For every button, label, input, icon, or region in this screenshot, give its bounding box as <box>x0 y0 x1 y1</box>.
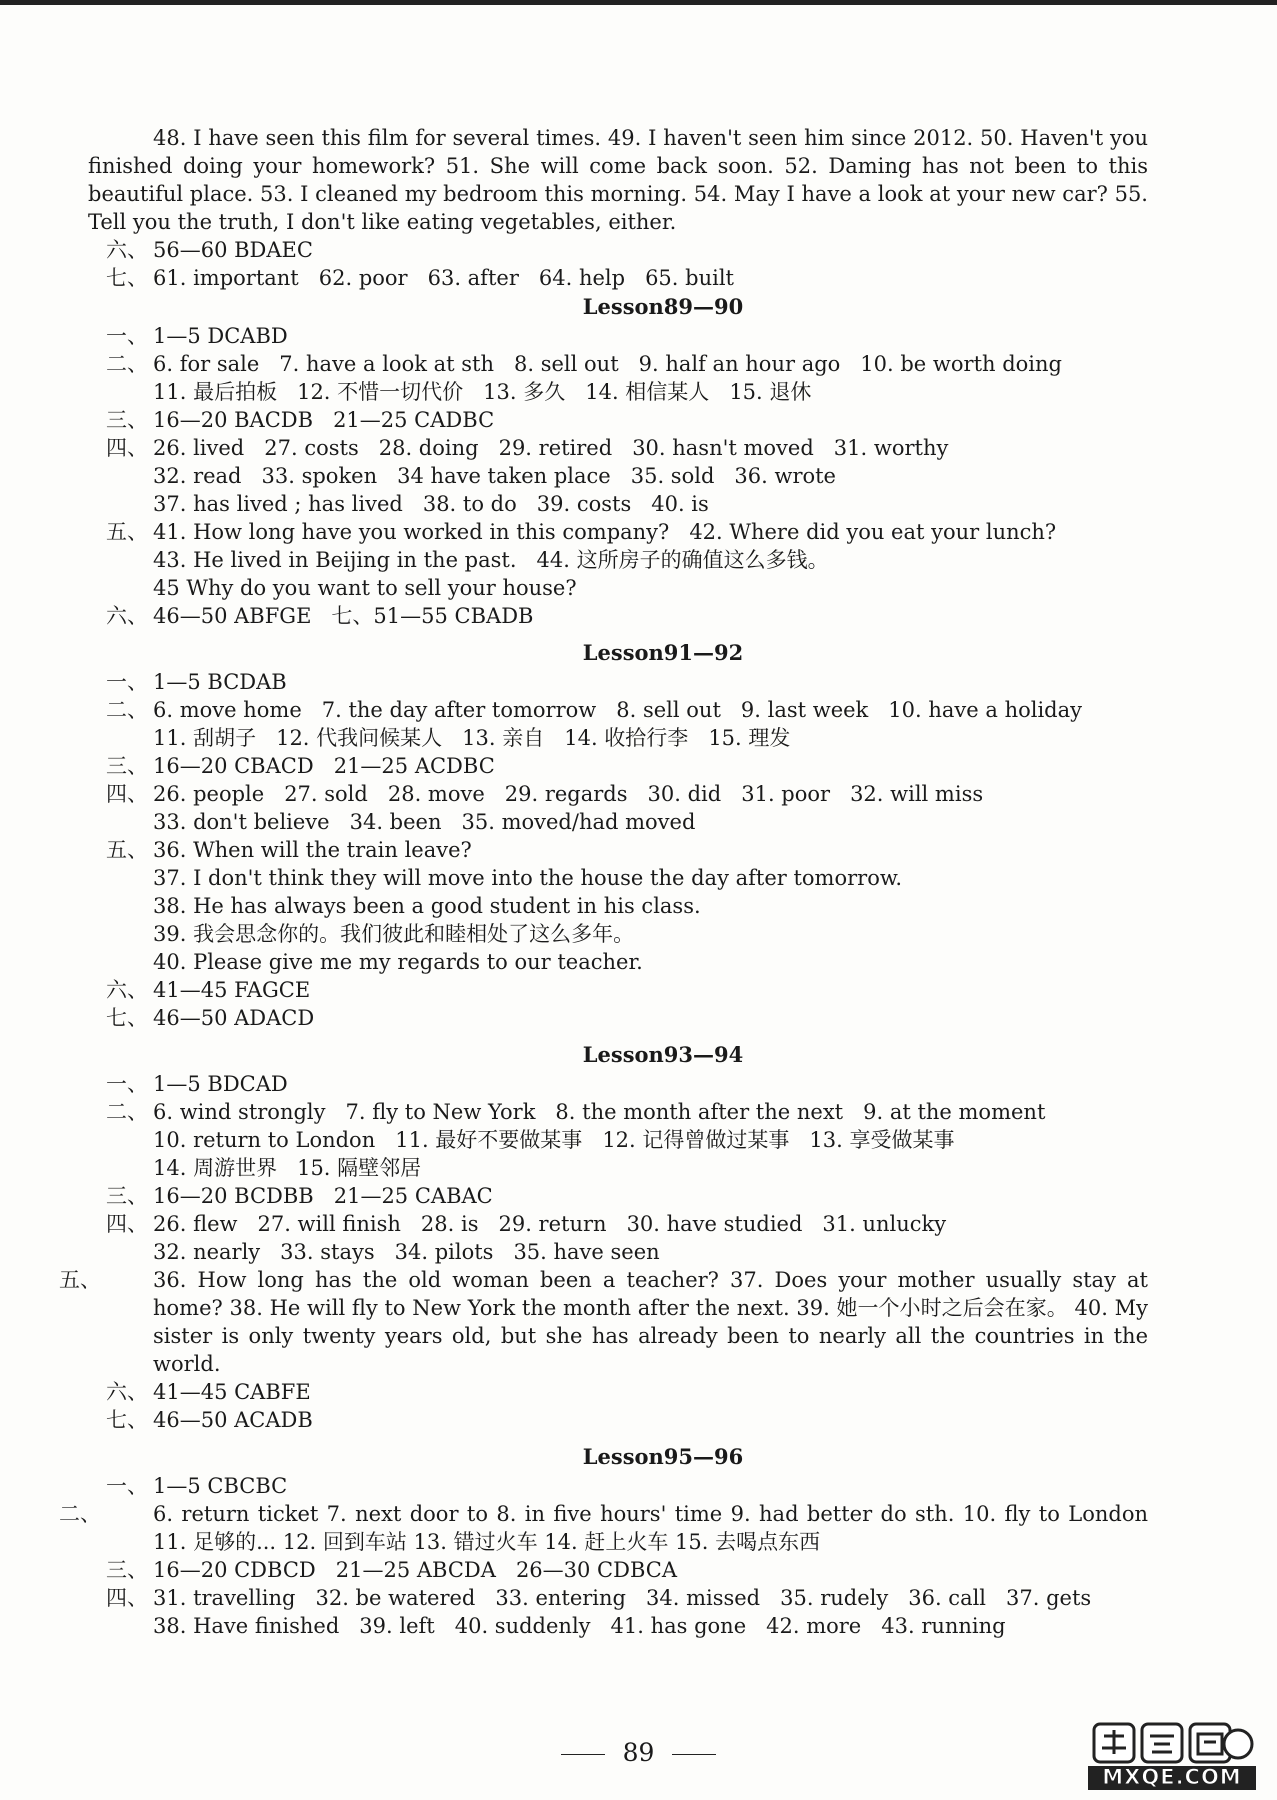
answer-item: 1—5 BCDAB <box>153 670 287 694</box>
answer-item: 35. rudely <box>780 1586 889 1610</box>
answer-line <box>88 1098 1148 1126</box>
answer-item: 40. is <box>651 492 709 516</box>
answer-item: 13. 亲自 <box>462 726 545 750</box>
section-label: 二、 <box>59 1502 101 1526</box>
answer-item: 26. lived <box>153 436 245 460</box>
answer-line <box>88 696 1148 724</box>
answer-item: 8. sell out <box>616 698 721 722</box>
answer-item: 15. 隔壁邻居 <box>297 1156 422 1180</box>
answer-item: 11. 刮胡子 <box>153 726 257 750</box>
page-number: 89 <box>622 1738 655 1767</box>
answer-line <box>88 1182 1148 1210</box>
lesson-title: Lesson91—92 <box>582 640 744 665</box>
answer-item: 1—5 DCABD <box>153 324 288 348</box>
answer-item: 39. costs <box>536 492 632 516</box>
answer-line <box>88 1406 1148 1434</box>
answer-line <box>88 378 1148 406</box>
answer-item: 34. pilots <box>394 1240 494 1264</box>
section-label: 五、 <box>59 1268 101 1292</box>
answer-item: 39. left <box>359 1614 435 1638</box>
lesson-title: Lesson89—90 <box>582 294 744 319</box>
answer-item: 38. to do <box>422 492 517 516</box>
section-label: 四、 <box>106 782 148 806</box>
answer-item: 63. after <box>427 266 519 290</box>
answer-line <box>88 434 1148 462</box>
section-label: 三、 <box>106 408 148 432</box>
answer-item: 27. will finish <box>257 1212 401 1236</box>
answer-item: 37. I don't think they will move into the house the day after tomorrow. <box>153 866 902 890</box>
answer-item: 28. doing <box>378 436 479 460</box>
answer-line <box>88 752 1148 780</box>
answer-item: 9. last week <box>740 698 869 722</box>
answer-line <box>88 724 1148 752</box>
top-border <box>0 0 1277 5</box>
answer-item: 33. spoken <box>261 464 378 488</box>
answer-item: 15. 退休 <box>729 380 812 404</box>
answer-item: 39. 我会思念你的。我们彼此和睦相处了这么多年。 <box>153 922 635 946</box>
answer-item: 27. sold <box>284 782 368 806</box>
answer-line <box>88 920 1148 948</box>
answer-item: 38. He has always been a good student in his class. <box>153 894 701 918</box>
answer-item: 36. call <box>908 1586 987 1610</box>
answer-item: 21—25 ABCDA <box>335 1558 496 1582</box>
answer-item: 46—50 ABFGE <box>153 604 312 628</box>
section-label: 一、 <box>106 1072 148 1096</box>
answer-item: 6. for sale <box>153 352 260 376</box>
intro-paragraph: 48. I have seen this film for several times. 49. I haven't seen him since 2012. 50. Haven't you finished doing your homework? 51. She will come back soon. 52. Daming has not been to this beautiful place. 53. I cleaned my bedroom this morning. 54. May I have a look at your new car? 55. Tell you the truth, I don't like eating vegetables, either. <box>88 126 1148 234</box>
answer-item: 8. the month after the next <box>555 1100 844 1124</box>
answer-item: 34. been <box>349 810 442 834</box>
answer-line <box>88 406 1148 434</box>
lesson-title: Lesson93—94 <box>582 1042 744 1067</box>
answer-line <box>88 1154 1148 1182</box>
answer-item: 42. Where did you eat your lunch? <box>689 520 1057 544</box>
answer-item: 29. regards <box>504 782 628 806</box>
answer-item: 30. hasn't moved <box>632 436 814 460</box>
answer-item: 14. 收拾行李 <box>564 726 689 750</box>
answer-item: 37. has lived ; has lived <box>153 492 403 516</box>
answer-item: 32. be watered <box>315 1586 476 1610</box>
answer-item: 12. 不惜一切代价 <box>297 380 464 404</box>
section-label: 二、 <box>106 352 148 376</box>
answer-line <box>88 574 1148 602</box>
answer-item: 16—20 CDBCD <box>153 1558 316 1582</box>
answer-item: 43. running <box>881 1614 1006 1638</box>
answer-item: 21—25 CABAC <box>333 1184 493 1208</box>
answer-item: 28. move <box>387 782 485 806</box>
section-label: 二、 <box>106 698 148 722</box>
answer-item: 10. return to London <box>153 1128 376 1152</box>
answer-line <box>88 490 1148 518</box>
answer-item: 34 have taken place <box>397 464 611 488</box>
answer-line <box>88 518 1148 546</box>
answer-item: 28. is <box>420 1212 479 1236</box>
answer-item: 44. 这所房子的确值这么多钱。 <box>536 548 829 572</box>
answer-page <box>59 124 1148 1640</box>
section-label: 三、 <box>106 754 148 778</box>
answer-line <box>88 948 1148 976</box>
lesson-title: Lesson95—96 <box>582 1444 744 1469</box>
answer-item: 6. wind strongly <box>153 1100 326 1124</box>
answer-item: 37. gets <box>1006 1586 1092 1610</box>
answer-item: 26—30 CDBCA <box>515 1558 678 1582</box>
section-label: 三、 <box>106 1558 148 1582</box>
answer-item: 1—5 CBCBC <box>153 1474 288 1498</box>
answer-item: 30. did <box>647 782 722 806</box>
answer-item: 33. stays <box>280 1240 375 1264</box>
footer-dash-right <box>672 1754 716 1756</box>
answer-item: 9. half an hour ago <box>638 352 841 376</box>
answer-line <box>88 602 1148 630</box>
answer-item: 10. be worth doing <box>860 352 1062 376</box>
answer-item: 7. have a look at sth <box>279 352 494 376</box>
answer-item: 32. nearly <box>153 1240 261 1264</box>
answer-line <box>88 462 1148 490</box>
answer-item: 26. flew <box>153 1212 238 1236</box>
answer-line <box>88 836 1148 864</box>
lessons-container <box>59 292 1148 1640</box>
answer-item: 8. sell out <box>514 352 619 376</box>
section-label: 三、 <box>106 1184 148 1208</box>
section-label: 二、 <box>106 1100 148 1124</box>
answer-paragraph <box>59 1266 1148 1378</box>
answer-line <box>88 1472 1148 1500</box>
section-label: 一、 <box>106 324 148 348</box>
answer-item: 45 Why do you want to sell your house? <box>153 576 577 600</box>
answer-line <box>88 1004 1148 1032</box>
answer-item: 43. He lived in Beijing in the past. <box>153 548 517 572</box>
section-label: 五、 <box>106 520 148 544</box>
answer-item: 32. will miss <box>850 782 984 806</box>
section-label: 六、 <box>106 604 148 628</box>
answer-line <box>88 1238 1148 1266</box>
answer-item: 7. fly to New York <box>345 1100 536 1124</box>
answer-item: 16—20 BACDB <box>153 408 314 432</box>
answer-item: 61. important <box>153 266 299 290</box>
answer-item: 42. more <box>766 1614 862 1638</box>
answer-item: 36. When will the train leave? <box>153 838 472 862</box>
section-label: 一、 <box>106 670 148 694</box>
section-label: 四、 <box>106 1586 148 1610</box>
answer-line <box>88 1612 1148 1640</box>
answer-item: 62. poor <box>318 266 408 290</box>
answer-line <box>88 1070 1148 1098</box>
watermark-domain: MXQE.COM <box>1102 1765 1242 1789</box>
answer-item: 10. have a holiday <box>888 698 1083 722</box>
answer-item: 6. move home <box>153 698 302 722</box>
answer-item: 41. How long have you worked in this company? <box>153 520 670 544</box>
answer-item: 40. Please give me my regards to our teacher. <box>153 950 643 974</box>
answer-item: 31. travelling <box>153 1586 296 1610</box>
answer-item: 65. built <box>645 266 734 290</box>
answer-item: 14. 周游世界 <box>153 1156 278 1180</box>
answer-item: 33. entering <box>495 1586 626 1610</box>
answer-line <box>88 1210 1148 1238</box>
answer-item: 26. people <box>153 782 265 806</box>
answer-line <box>88 322 1148 350</box>
answer-line <box>88 264 1148 292</box>
answer-item: 16—20 CBACD <box>153 754 314 778</box>
answer-line <box>88 976 1148 1004</box>
answer-line <box>88 864 1148 892</box>
answer-item: 38. Have finished <box>153 1614 340 1638</box>
answer-item: 1—5 BDCAD <box>153 1072 288 1096</box>
answer-item: 七、51—55 CBADB <box>331 604 534 628</box>
answer-item: 7. the day after tomorrow <box>321 698 597 722</box>
answer-item: 29. return <box>498 1212 607 1236</box>
answer-item: 40. suddenly <box>454 1614 591 1638</box>
answer-line <box>88 546 1148 574</box>
answer-text: 36. How long has the old woman been a teacher? 37. Does your mother usually stay at home? 38. He will fly to New York the month after the next. 39. 她一个小时之后会在家。 40. My sister is only twenty years old, but she has already been to nearly all the countries in the world. <box>153 1268 1148 1376</box>
answer-item: 36. wrote <box>734 464 836 488</box>
section-label: 一、 <box>106 1474 148 1498</box>
answer-item: 14. 相信某人 <box>585 380 710 404</box>
section-label: 七、 <box>106 1006 148 1030</box>
answer-item: 30. have studied <box>626 1212 803 1236</box>
intro-block <box>88 124 1148 292</box>
answer-item: 34. missed <box>646 1586 761 1610</box>
answer-line <box>88 1556 1148 1584</box>
answer-item: 13. 享受做某事 <box>809 1128 955 1152</box>
section-label: 四、 <box>106 436 148 460</box>
answer-item: 56—60 BDAEC <box>153 238 313 262</box>
section-label: 七、 <box>106 1408 148 1432</box>
answer-item: 41. has gone <box>610 1614 747 1638</box>
section-label: 四、 <box>106 1212 148 1236</box>
answer-item: 32. read <box>153 464 242 488</box>
footer-dash-left <box>561 1754 605 1756</box>
answer-line <box>88 1126 1148 1154</box>
answer-item: 41—45 CABFE <box>153 1380 311 1404</box>
answer-line <box>88 668 1148 696</box>
answer-item: 35. moved/had moved <box>461 810 696 834</box>
section-label: 五、 <box>106 838 148 862</box>
answer-item: 12. 记得曾做过某事 <box>602 1128 790 1152</box>
answer-line <box>88 892 1148 920</box>
answer-line <box>88 236 1148 264</box>
answer-item: 12. 代我问候某人 <box>276 726 443 750</box>
answer-item: 31. worthy <box>833 436 949 460</box>
answer-item: 33. don't believe <box>153 810 330 834</box>
section-label: 六、 <box>106 1380 148 1404</box>
answer-item: 11. 最后拍板 <box>153 380 278 404</box>
section-label: 六、 <box>106 238 148 262</box>
answer-line <box>88 780 1148 808</box>
answer-item: 11. 最好不要做某事 <box>395 1128 583 1152</box>
answer-line <box>88 808 1148 836</box>
answer-item: 64. help <box>538 266 626 290</box>
answer-item: 35. sold <box>630 464 715 488</box>
section-label: 七、 <box>106 266 148 290</box>
answer-line <box>88 1378 1148 1406</box>
section-label: 六、 <box>106 978 148 1002</box>
answer-item: 21—25 CADBC <box>333 408 495 432</box>
answer-paragraph <box>59 1500 1148 1556</box>
answer-item: 41—45 FAGCE <box>153 978 311 1002</box>
answer-item: 15. 理发 <box>708 726 791 750</box>
answer-item: 13. 多久 <box>483 380 566 404</box>
answer-item: 35. have seen <box>513 1240 660 1264</box>
answer-item: 31. unlucky <box>822 1212 947 1236</box>
answer-item: 16—20 BCDBB <box>153 1184 314 1208</box>
answer-text: 6. return ticket 7. next door to 8. in five hours' time 9. had better do sth. 10. fly to London 11. 足够的... 12. 回到车站 13. 错过火车 14. 赶上火车 15. 去喝点东西 <box>153 1502 1148 1554</box>
watermark-logo <box>1086 1718 1258 1792</box>
answer-item: 29. retired <box>498 436 613 460</box>
answer-line <box>88 350 1148 378</box>
answer-item: 46—50 ACADB <box>153 1408 313 1432</box>
answer-line <box>88 1584 1148 1612</box>
answer-item: 31. poor <box>741 782 831 806</box>
answer-item: 27. costs <box>264 436 359 460</box>
answer-item: 21—25 ACDBC <box>333 754 495 778</box>
answer-item: 9. at the moment <box>863 1100 1046 1124</box>
answer-item: 46—50 ADACD <box>153 1006 315 1030</box>
